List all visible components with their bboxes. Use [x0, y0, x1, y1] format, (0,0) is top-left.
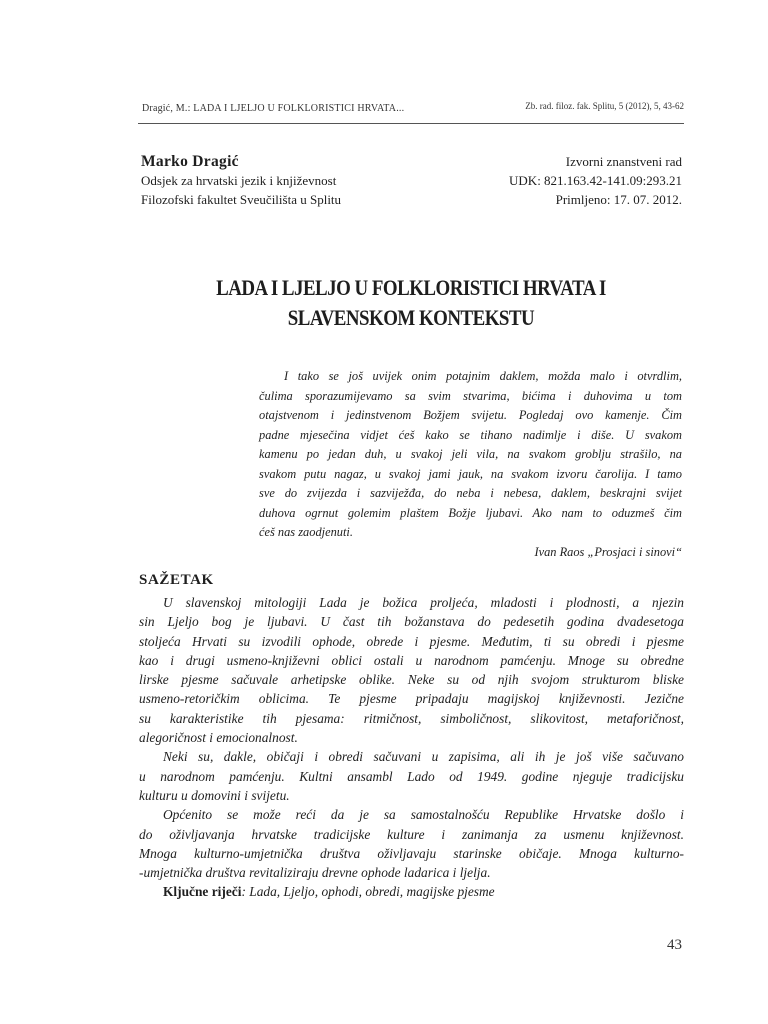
- abstract-line: su karakteristike tih pjesama: ritmičnost, simboličnost, slikovitost, metaforičnost,: [139, 710, 684, 726]
- udk-code: UDK: 821.163.42-141.09:293.21: [509, 173, 682, 188]
- abstract-line: u narodnom pamćenju. Kultni ansambl Lado od 1949. godine njeguje tradicijsku: [139, 768, 684, 784]
- header-rule: [138, 123, 684, 124]
- abstract-heading: SAŽETAK: [139, 572, 214, 588]
- abstract-line: Neki su, dakle, običaji i obredi sačuvani u zapisima, ali ih je još više sačuvano: [163, 749, 684, 765]
- running-header: [138, 101, 684, 121]
- epigraph-line: duhova ogrnut golemim plaštem Božje ljubavi. Ako nam to oduzmeš čim: [259, 505, 682, 520]
- article-type: Izvorni znanstveni rad: [565, 154, 682, 169]
- abstract-line: do oživljavanja hrvatske tradicijske kulture i zanimanja za usmenu književnost.: [139, 826, 684, 842]
- abstract-line: Mnoga kulturno-umjetnička društva oživljavaju starinske običaje. Mnoga kulturno-: [139, 845, 684, 861]
- epigraph-line: čulima sporazumijevamo sa svim stvarima, bićima i duhovima u tom: [259, 388, 682, 403]
- epigraph-line: sve do zvijezda i sazviježđa, do neba i nebesa, daklem, beskrajni svijet: [259, 486, 682, 500]
- title-line-2: SLAVENSKOM KONTEKSTU: [287, 305, 535, 330]
- keywords-line: [139, 882, 684, 901]
- epigraph-line: I tako se još uvijek onim potajnim daklem, možda malo i otvrdlim,: [284, 369, 682, 383]
- abstract-line: alegoričnost i emocionalnost.: [139, 730, 298, 746]
- running-header-left: Dragić, M.: LADA I LJELJO U FOLKLORISTICI HRVATA...: [142, 103, 405, 114]
- abstract-body: [139, 593, 684, 902]
- abstract-line: -umjetnička društva revitaliziraju drevne ophode ladarica i ljelja.: [139, 865, 491, 881]
- abstract-line: kao i drugi usmeno-književni oblici ostali u narodnom pamćenju. Mnoge su obredne: [139, 652, 684, 668]
- epigraph-line: padne mjesečina vidjet ćeš kako se tihano nadimlje i diše. U svakom: [259, 427, 682, 442]
- received-date: Primljeno: 17. 07. 2012.: [555, 192, 682, 207]
- abstract-line: lirske pjesme sačuvale arhetipske oblike. Neke su od njih svojom strukturom bliske: [139, 672, 684, 688]
- abstract-line: usmeno-retoričkim oblicima. Te pjesme pripadaju magijskoj književnosti. Jezične: [139, 691, 684, 707]
- abstract-line: Općenito se može reći da je sa samostalnošću Republike Hrvatske došlo i: [163, 807, 684, 823]
- running-header-right: Zb. rad. filoz. fak. Splitu, 5 (2012), 5, 43-62: [525, 101, 684, 111]
- epigraph-line: svakom putu nagaz, u svakoj jami jauk, na svakom izvoru čarolija. I tamo: [259, 466, 682, 481]
- author-name: Marko Dragić: [141, 153, 239, 170]
- article-meta: [362, 152, 682, 209]
- epigraph-line: otajstvenom i jedinstvenom Božjem svijetu. Pogledaj ovo kamenje. Čim: [259, 408, 682, 422]
- article-title: [176, 273, 646, 333]
- title-line-1: LADA I LJELJO U FOLKLORISTICI HRVATA I: [216, 275, 606, 300]
- page-number: 43: [667, 937, 682, 953]
- keywords-label: Ključne riječi: [163, 884, 242, 900]
- abstract-line: stoljeća Hrvati su izvodili ophode, obrede i pjesme. Međutim, ti su obredi i pjesme: [139, 633, 684, 649]
- abstract-line: sin Ljeljo bog je ljubavi. U čast tih božanstava do pedesetih godina dvadesetoga: [139, 614, 684, 630]
- abstract-line: kulturu u domovini i svijetu.: [139, 787, 290, 803]
- epigraph-line: ćeš nas zaodjenuti.: [259, 525, 353, 539]
- epigraph: [259, 367, 682, 543]
- author-department: Odsjek za hrvatski jezik i književnost: [141, 173, 337, 188]
- epigraph-line: kamenu po jedan duh, u svakoj jeli vila, na svakom groblju strašilo, na: [259, 447, 682, 461]
- abstract-line: U slavenskoj mitologiji Lada je božica proljeća, mladosti i plodnosti, a njezin: [163, 595, 684, 610]
- epigraph-source: Ivan Raos „Prosjaci i sinovi“: [534, 545, 682, 559]
- author-faculty: Filozofski fakultet Sveučilišta u Splitu: [141, 192, 342, 207]
- keywords-value: : Lada, Ljeljo, ophodi, obredi, magijske pjesme: [241, 884, 495, 900]
